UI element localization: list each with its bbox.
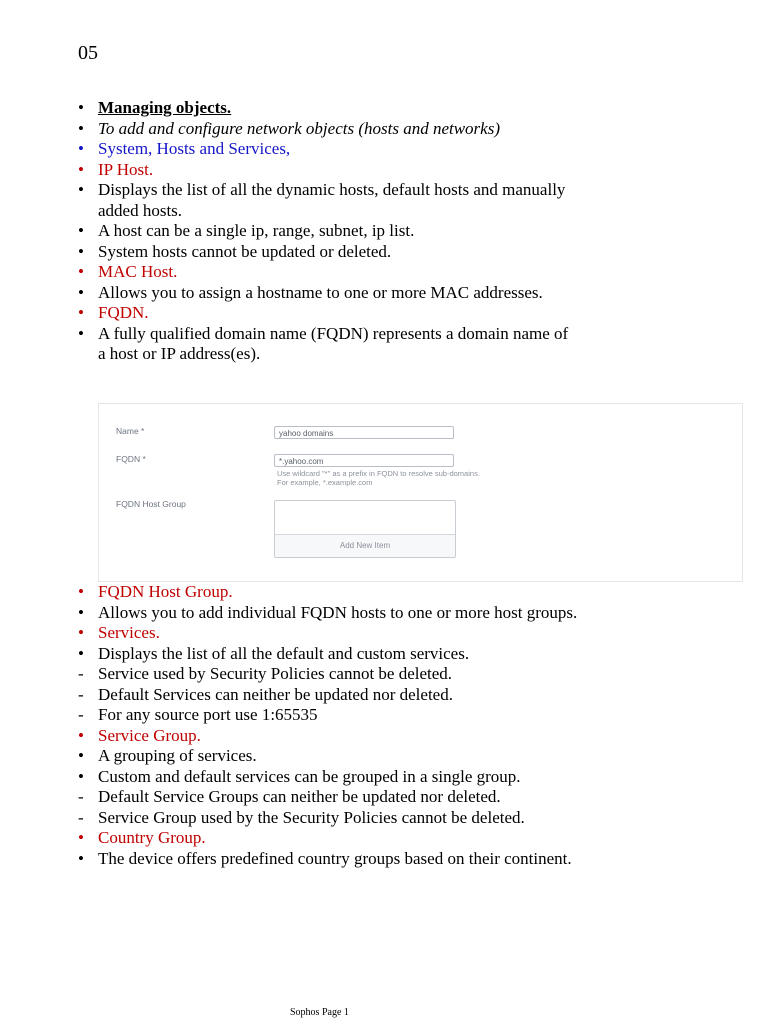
list-item — [78, 746, 578, 767]
bullet-marker — [78, 119, 94, 140]
bullet-marker — [78, 582, 94, 603]
list-item-text: Services. — [98, 623, 160, 642]
bullet-marker — [78, 767, 94, 788]
bullet-marker — [78, 303, 94, 324]
list-item-text: FQDN Host Group. — [98, 582, 233, 601]
fqdn-hint: Use wildcard "*" as a prefix in FQDN to resolve sub-domains. — [277, 469, 480, 478]
bullet-marker — [78, 849, 94, 870]
list-item-text: Default Service Groups can neither be updated nor deleted. — [98, 787, 501, 806]
list-item — [78, 603, 578, 624]
bullet-marker — [78, 139, 94, 160]
fqdn-label: FQDN * — [116, 454, 146, 464]
dash-marker — [78, 705, 94, 726]
fqdn-hint-example: For example, *.example.com — [277, 478, 373, 487]
list-item-text: Service Group used by the Security Policies cannot be deleted. — [98, 807, 525, 827]
bullet-marker — [78, 221, 94, 242]
list-item — [78, 324, 578, 365]
list-item-text: Displays the list of all the dynamic hosts, default hosts and manually added hosts. — [98, 180, 566, 220]
list-item — [78, 98, 578, 119]
list-item-text: Allows you to assign a hostname to one or more MAC addresses. — [98, 282, 543, 302]
add-new-item-button: Add New Item — [275, 534, 455, 557]
bullet-marker — [78, 828, 94, 849]
bullet-marker — [78, 603, 94, 624]
bullet-marker — [78, 242, 94, 263]
page-number: 05 — [78, 42, 98, 64]
name-label: Name * — [116, 426, 145, 436]
fqdn-input: *.yahoo.com — [274, 454, 454, 467]
dash-marker — [78, 787, 94, 808]
list-item-text: For any source port use 1:65535 — [98, 705, 318, 724]
list-item — [78, 119, 578, 140]
list-item-text: To add and configure network objects (hosts and networks) — [98, 118, 500, 138]
dash-marker — [78, 685, 94, 706]
bullet-marker — [78, 262, 94, 283]
list-item-text: A host can be a single ip, range, subnet, ip list. — [98, 221, 415, 240]
bullet-marker — [78, 644, 94, 665]
list-item-text: System hosts cannot be updated or deleted. — [98, 241, 392, 261]
bullet-marker — [78, 160, 94, 181]
bullet-marker — [78, 180, 94, 201]
dash-marker — [78, 664, 94, 685]
fqdn-host-group-box — [274, 500, 456, 558]
list-item-text: FQDN. — [98, 303, 149, 322]
list-item — [78, 644, 578, 665]
fqdn-form-screenshot — [98, 403, 743, 582]
list-item — [78, 160, 578, 181]
list-item — [78, 808, 578, 829]
list-item — [78, 726, 578, 747]
list-item — [78, 139, 578, 160]
list-item-text: Default Services can neither be updated nor deleted. — [98, 684, 453, 704]
list-item-text: A grouping of services. — [98, 746, 257, 765]
list-item — [78, 623, 578, 644]
list-item — [78, 180, 578, 221]
bullet-marker — [78, 746, 94, 767]
name-input: yahoo domains — [274, 426, 454, 439]
list-item — [78, 262, 578, 283]
list-item — [78, 685, 578, 706]
list-item — [78, 582, 578, 603]
list-item-text: Managing objects. — [98, 98, 232, 117]
list-item — [78, 828, 578, 849]
list-item-text: Allows you to add individual FQDN hosts to one or more host groups. — [98, 602, 578, 622]
list-item — [78, 283, 578, 304]
fqdn-host-group-label: FQDN Host Group — [116, 499, 186, 509]
list-item-text: System, Hosts and Services, — [98, 139, 291, 158]
list-item-text: The device offers predefined country groups based on their continent. — [98, 848, 572, 868]
list-item — [78, 242, 578, 263]
list-item — [78, 849, 578, 870]
list-item — [78, 767, 578, 788]
list-item-text: IP Host. — [98, 159, 154, 179]
list-item — [78, 705, 578, 726]
list-item-text: Custom and default services can be grouped in a single group. — [98, 766, 521, 786]
list-item-text: A fully qualified domain name (FQDN) represents a domain name of a host or IP address(es). — [98, 323, 569, 363]
bullet-marker — [78, 623, 94, 644]
list-item-text: Country Group. — [98, 828, 206, 847]
list-item-text: Service Group. — [98, 725, 201, 745]
page-footer: Sophos Page 1 — [290, 1007, 349, 1018]
list-item — [78, 664, 578, 685]
bullet-marker — [78, 324, 94, 345]
bullet-marker — [78, 98, 94, 119]
bullet-marker — [78, 726, 94, 747]
list-item — [78, 221, 578, 242]
list-item-text: Service used by Security Policies cannot be deleted. — [98, 664, 453, 683]
dash-marker — [78, 808, 94, 829]
list-item — [78, 787, 578, 808]
notes-list-bottom — [78, 582, 578, 869]
list-item-text: MAC Host. — [98, 262, 178, 281]
bullet-marker — [78, 283, 94, 304]
list-item-text: Displays the list of all the default and custom services. — [98, 643, 470, 663]
list-item — [78, 303, 578, 324]
notes-list-top — [78, 98, 578, 365]
